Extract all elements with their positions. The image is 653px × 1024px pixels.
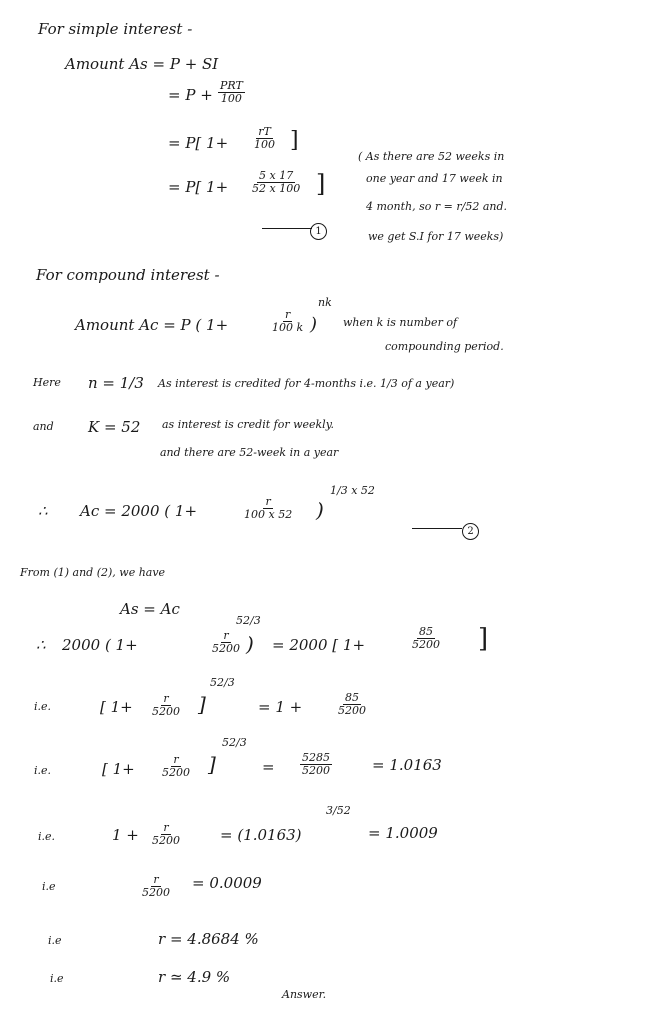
- eq1-arrow-line: [262, 228, 312, 229]
- ie-label-4: i.e: [42, 880, 56, 893]
- s2-rnum: 85: [345, 691, 359, 704]
- note-line3: 4 month, so r = r/52 and.: [366, 200, 508, 213]
- s3-rhs: ]: [208, 752, 216, 776]
- compound-amount-lhs: Amount Ac = P ( 1+: [75, 316, 229, 334]
- ac-lhs: Ac = 2000 ( 1+: [80, 502, 198, 520]
- s4-exp: 3/52: [326, 804, 351, 817]
- compound-amount-num: r: [284, 308, 291, 321]
- s4-fraction: [150, 822, 182, 847]
- s3-num: r: [173, 753, 179, 766]
- eq2-marker-wrap: [462, 519, 479, 540]
- s3-eq: =: [262, 758, 275, 776]
- simple-line2-den: 100: [220, 92, 242, 105]
- s2-den: 5200: [152, 705, 180, 718]
- note-line1: ( As there are 52 weeks in: [358, 150, 505, 163]
- s4-eq: = (1.0163): [220, 826, 302, 844]
- s7-val: r ≃ 4.9 %: [158, 968, 231, 986]
- s5-num: r: [153, 873, 159, 886]
- ac-den: 100 x 52: [244, 508, 293, 521]
- compound-amount-den: 100 k: [272, 321, 304, 334]
- s3-exp: 52/3: [222, 736, 247, 749]
- ac-num: r: [265, 495, 271, 508]
- s1-num: r: [223, 629, 229, 642]
- and-label: and: [33, 420, 54, 433]
- s3-fraction: [160, 754, 192, 779]
- s2-lhs: [ 1+: [100, 698, 133, 716]
- eq2-marker: 2: [462, 523, 479, 540]
- and-eq: K = 52: [88, 418, 141, 436]
- here-text: As interest is credited for 4-months i.e. 1/3 of a year): [158, 377, 455, 390]
- s4-val: = 1.0009: [368, 824, 438, 842]
- and-text2: and there are 52-week in a year: [160, 446, 339, 459]
- s5-fraction: [140, 874, 172, 899]
- where-line1: when k is number of: [343, 316, 458, 329]
- s3-rden: 5200: [302, 764, 330, 777]
- s3-rnum: 5285: [302, 751, 330, 764]
- ie-label-3: i.e.: [38, 830, 56, 843]
- here-eq: n = 1/3: [88, 374, 144, 392]
- s2-fraction: [150, 693, 182, 718]
- as-eq-ac: As = Ac: [120, 600, 180, 618]
- note-line4: we get S.I for 17 weeks): [368, 230, 504, 243]
- s1-right-fraction: [410, 626, 442, 651]
- and-text1: as interest is credit for weekly.: [162, 418, 334, 431]
- s1-rden: 5200: [412, 638, 440, 651]
- s1-den: 5200: [212, 642, 240, 655]
- s3-right-fraction: [300, 752, 332, 777]
- simple-line2-lhs: = P +: [168, 86, 213, 104]
- simple-line2-num: PRT: [220, 79, 243, 92]
- s3-val: = 1.0163: [372, 756, 442, 774]
- ie-label-2: i.e.: [34, 764, 52, 777]
- simple-line4-den: 52 x 100: [252, 182, 301, 195]
- s1-rhs: ): [246, 632, 254, 656]
- s2-num: r: [163, 692, 169, 705]
- s1-eq: = 2000 [ 1+: [272, 636, 366, 654]
- s3-lhs: [ 1+: [102, 760, 135, 778]
- s2-right-fraction: [336, 692, 368, 717]
- therefore-symbol-1: ∴: [38, 502, 48, 520]
- s2-rden: 5200: [338, 704, 366, 717]
- s4-den: 5200: [152, 834, 180, 847]
- note-line2: one year and 17 week in: [366, 172, 503, 185]
- s2-exp: 52/3: [210, 676, 235, 689]
- simple-line3-rhs: ]: [290, 128, 299, 153]
- compound-amount-exp: nk: [318, 296, 332, 309]
- compound-amount-fraction: [270, 309, 305, 334]
- s2-eq: = 1 +: [258, 698, 303, 716]
- s5-val: = 0.0009: [192, 874, 262, 892]
- simple-amount-line: Amount As = P + SI: [65, 55, 219, 73]
- simple-line4-lhs: = P[ 1+: [168, 178, 229, 196]
- simple-line4-num: 5 x 17: [259, 169, 294, 182]
- from-text: From (1) and (2), we have: [20, 566, 166, 579]
- eq2-arrow-line: [412, 528, 462, 529]
- simple-line3-den: 100: [254, 138, 275, 151]
- simple-line3-lhs: = P[ 1+: [168, 134, 229, 152]
- simple-interest-heading: For simple interest -: [38, 20, 193, 38]
- s3-den: 5200: [162, 766, 190, 779]
- s5-den: 5200: [142, 886, 170, 899]
- compound-interest-heading: For compound interest -: [36, 266, 220, 284]
- therefore-symbol-2: ∴: [36, 636, 46, 654]
- s1-rclose: ]: [478, 624, 489, 654]
- ie-label-6: i.e: [50, 972, 64, 985]
- s1-exp: 52/3: [236, 614, 261, 627]
- simple-line3-fraction: [252, 126, 277, 151]
- s4-num: r: [163, 821, 169, 834]
- ac-exp: 1/3 x 52: [330, 484, 375, 497]
- eq1-marker-wrap: [310, 219, 327, 240]
- ac-rhs: ): [316, 498, 324, 522]
- s1-rnum: 85: [419, 625, 433, 638]
- here-label: Here: [33, 376, 61, 389]
- s4-lhs: 1 +: [112, 826, 139, 844]
- s6-val: r = 4.8684 %: [158, 930, 259, 948]
- compound-amount-rhs: ): [310, 314, 318, 335]
- simple-line2-fraction: [218, 80, 245, 105]
- simple-line4-fraction: [250, 170, 302, 195]
- eq1-marker: 1: [310, 223, 327, 240]
- simple-line3-num: rT: [258, 125, 271, 138]
- s2-rhs: ]: [198, 692, 206, 716]
- ie-label-5: i.e: [48, 934, 62, 947]
- s1-lhs: 2000 ( 1+: [62, 636, 138, 654]
- simple-line4-rhs: ]: [316, 170, 326, 198]
- s1-fraction: [210, 630, 242, 655]
- where-line2: compounding period.: [385, 340, 504, 353]
- answer-label: Answer.: [282, 988, 327, 1001]
- ie-label-1: i.e.: [34, 700, 52, 713]
- ac-fraction: [242, 496, 294, 521]
